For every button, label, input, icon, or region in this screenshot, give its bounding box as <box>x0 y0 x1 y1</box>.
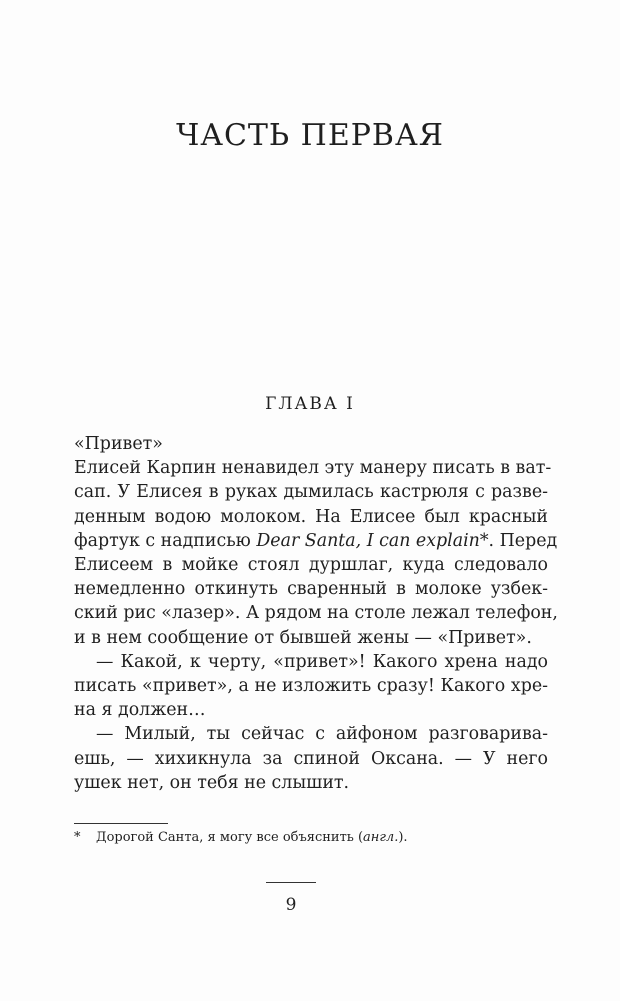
footnote-divider <box>74 823 168 824</box>
text-line <box>74 529 558 553</box>
page-number: 9 <box>285 895 297 915</box>
text-line: — Милый, ты сейчас с айфоном разговарива- <box>96 724 548 745</box>
page-number-divider <box>266 882 316 883</box>
text-line: ешь, — хихикнула за спиной Оксана. — У него <box>74 748 548 769</box>
text-line: сап. У Елисея в руках дымилась кастрюля с разве- <box>74 482 548 503</box>
text-fragment: *. Перед <box>479 530 558 551</box>
text-line: писать «привет», а не изложить сразу! Какого хре- <box>74 676 548 697</box>
part-title: ЧАСТЬ ПЕРВАЯ <box>176 118 444 153</box>
text-line: — Какой, к черту, «привет»! Какого хрена надо <box>96 651 548 672</box>
text-line: и в нем сообщение от бывшей жены — «Привет». <box>74 627 532 648</box>
footnote-text-end: ). <box>398 830 408 845</box>
italic-phrase: Dear Santa, I can explain <box>256 530 480 551</box>
text-line: ский рис «лазер». А рядом на столе лежал телефон, <box>74 603 558 624</box>
chapter-title: ГЛАВА I <box>265 394 355 414</box>
footnote-text: Дорогой Санта, я могу все объяснить ( <box>96 830 364 845</box>
text-line: ушек нет, он тебя не слышит. <box>74 772 350 793</box>
text-line: Елисей Карпин ненавидел эту манеру писать в ват- <box>74 458 552 479</box>
text-line: на я должен… <box>74 700 206 721</box>
footnote-italic: англ. <box>363 830 399 845</box>
chapter-body <box>74 432 558 795</box>
footnote-mark: * <box>74 830 81 845</box>
text-fragment: фартук с надписью <box>74 530 257 551</box>
text-line: Елисеем в мойке стоял дуршлаг, куда следовало <box>74 555 548 576</box>
text-line: «Привет» <box>74 434 163 454</box>
text-line: денным водою молоком. На Елисее был красный <box>74 506 548 527</box>
text-line: немедленно откинуть сваренный в молоке узбек- <box>74 579 548 600</box>
footnote <box>74 829 548 847</box>
